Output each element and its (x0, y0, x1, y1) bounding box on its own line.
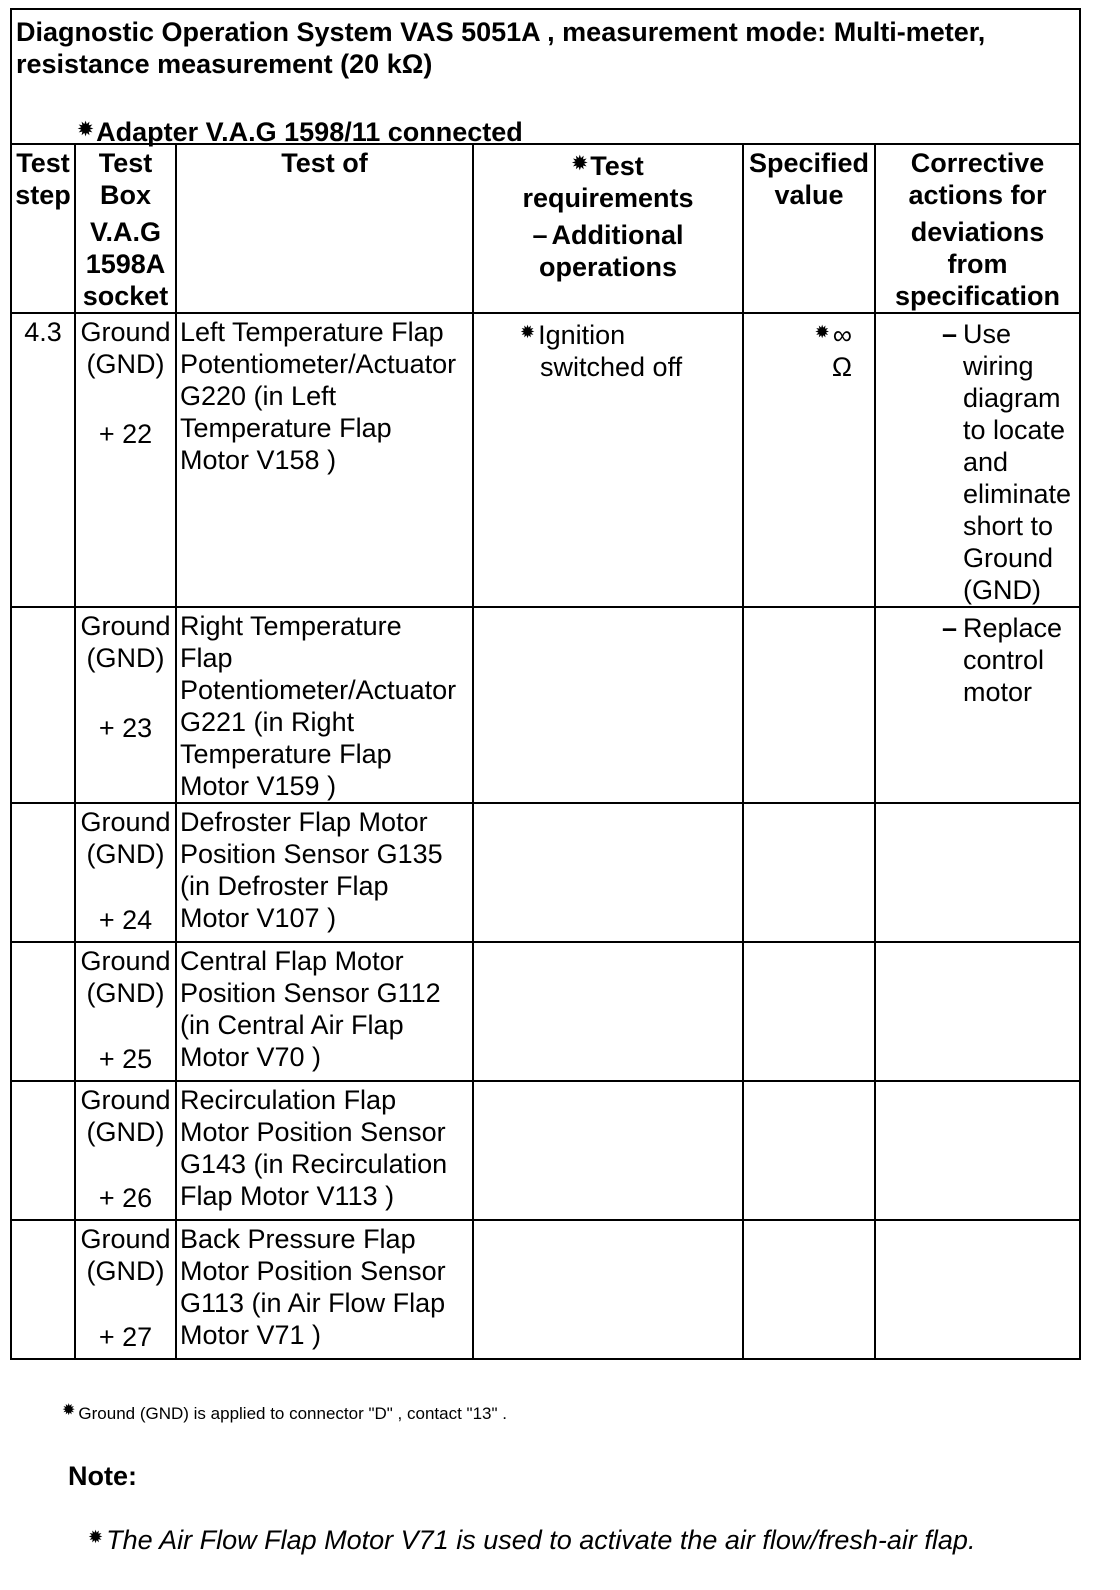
test-of-line: Back Pressure Flap (180, 1224, 416, 1254)
corrective-line: Replace (963, 613, 1063, 643)
test-of-line: Potentiometer/Actuator (180, 349, 457, 379)
corrective-line: eliminate (963, 479, 1072, 509)
step-cell (11, 1220, 75, 1359)
col-header-box-line: V.A.G (89, 217, 162, 247)
dash-icon: – (532, 220, 548, 250)
test-of-cell (176, 313, 473, 607)
test-of-line: (in Defroster Flap (180, 871, 389, 901)
gnd-label: (GND) (86, 643, 165, 673)
corrective-line: wiring (963, 351, 1034, 381)
corrective-cell (875, 942, 1080, 1081)
test-of-line: Temperature Flap (180, 413, 392, 443)
test-of-line: Motor V70 ) (180, 1042, 322, 1072)
requirements-cell (473, 1081, 743, 1220)
dash-icon: – (942, 319, 958, 349)
ground-label: Ground (80, 611, 171, 641)
header-row (11, 9, 1080, 144)
asterisk-bullet-icon: ✹ (520, 322, 536, 342)
step-cell: 4.3 (11, 313, 75, 607)
ground-label: Ground (80, 1085, 171, 1115)
corrective-line: diagram (963, 383, 1061, 413)
gnd-label: (GND) (86, 1256, 165, 1286)
ground-label: Ground (80, 317, 171, 347)
corrective-line: to locate (963, 415, 1066, 445)
test-of-line: (in Central Air Flap (180, 1010, 404, 1040)
asterisk-bullet-icon: ✹ (88, 1527, 104, 1547)
col-header-step-line: step (15, 180, 71, 210)
col-header-box-line: socket (82, 281, 169, 311)
test-of-line: Motor V159 ) (180, 771, 337, 801)
socket-cell (75, 313, 176, 607)
col-header-box-line: Test (98, 148, 153, 178)
col-header-spec-line: Specified (748, 148, 870, 178)
requirements-cell (473, 313, 743, 607)
gnd-label: (GND) (86, 978, 165, 1008)
socket-cell (75, 803, 176, 942)
corrective-cell (875, 803, 1080, 942)
gnd-label: (GND) (86, 839, 165, 869)
corrective-line: control (963, 645, 1045, 675)
corrective-cell (875, 607, 1080, 803)
test-of-line: Right Temperature (180, 611, 402, 641)
specified-cell (743, 1081, 875, 1220)
socket-cell (75, 1081, 176, 1220)
column-header-row (11, 144, 1080, 313)
specified-cell (743, 1220, 875, 1359)
test-of-line: G221 (in Right (180, 707, 355, 737)
page-title: Diagnostic Operation System VAS 5051A , measurement mode: Multi-meter, resistance measurement (20 kΩ) (16, 17, 986, 79)
note-body: The Air Flow Flap Motor V71 is used to activate the air flow/fresh-air flap. (106, 1525, 976, 1555)
corrective-line: Ground (963, 543, 1054, 573)
test-of-line: Temperature Flap (180, 739, 392, 769)
col-header-box (75, 144, 176, 313)
ohm-unit: Ω (831, 352, 852, 382)
ground-label: Ground (80, 807, 171, 837)
test-of-cell (176, 1081, 473, 1220)
socket-pin: + 27 (98, 1322, 153, 1352)
requirements-cell (473, 803, 743, 942)
col-header-corr-line: actions for (908, 180, 1047, 210)
col-header-test-of (176, 144, 473, 313)
asterisk-bullet-icon: ✹ (814, 322, 830, 342)
test-of-line: Recirculation Flap (180, 1085, 397, 1115)
col-header-corr-line: Corrective (910, 148, 1045, 178)
socket-pin: + 23 (98, 713, 153, 743)
col-header-req-text: Additional (551, 220, 684, 250)
test-of-line: Central Flap Motor (180, 946, 404, 976)
requirement-line: switched off (540, 352, 683, 382)
corrective-cell (875, 1220, 1080, 1359)
col-header-req-text: Test (590, 151, 644, 181)
step-cell (11, 942, 75, 1081)
test-of-line: Flap (180, 643, 233, 673)
test-of-cell (176, 1220, 473, 1359)
test-of-line: Motor V71 ) (180, 1320, 322, 1350)
col-header-requirements (473, 144, 743, 313)
ground-label: Ground (80, 946, 171, 976)
step-cell (11, 803, 75, 942)
col-header-specified (743, 144, 875, 313)
test-of-line: Flap Motor V113 ) (180, 1181, 395, 1211)
test-of-line: G143 (in Recirculation (180, 1149, 448, 1179)
col-header-step-line: Test (16, 148, 70, 178)
requirements-cell (473, 607, 743, 803)
footnote (62, 1400, 507, 1424)
specified-line (744, 316, 852, 351)
socket-pin: + 22 (98, 419, 153, 449)
dash-icon: – (942, 613, 958, 643)
test-of-cell (176, 803, 473, 942)
col-header-corr-line: from (947, 249, 1008, 279)
asterisk-bullet-icon: ✹ (62, 1402, 76, 1419)
col-header-spec-line: value (774, 180, 844, 210)
diagnostic-table (10, 8, 1081, 1360)
col-header-corrective (875, 144, 1080, 313)
adapter-line (78, 114, 523, 147)
corrective-cell (875, 1081, 1080, 1220)
socket-pin: + 25 (98, 1044, 153, 1074)
col-header-corr-line: deviations (910, 217, 1045, 247)
requirements-cell (473, 1220, 743, 1359)
test-of-line: Defroster Flap Motor (180, 807, 428, 837)
step-cell (11, 1081, 75, 1220)
table-row (11, 803, 1080, 942)
table-row (11, 1220, 1080, 1359)
socket-cell (75, 942, 176, 1081)
adapter-text: Adapter V.A.G 1598/11 connected (96, 117, 523, 147)
note-label: Note: (68, 1461, 137, 1491)
table-row (11, 607, 1080, 803)
corrective-line: short to (963, 511, 1054, 541)
test-of-line: Motor Position Sensor (180, 1256, 446, 1286)
col-header-req-line (474, 219, 742, 251)
corrective-line: motor (963, 677, 1033, 707)
note-text (88, 1525, 975, 1556)
specified-cell (743, 803, 875, 942)
corrective-cell (875, 313, 1080, 607)
test-of-line: Position Sensor G112 (180, 978, 441, 1008)
socket-cell (75, 1220, 176, 1359)
socket-cell (75, 607, 176, 803)
specified-cell (743, 607, 875, 803)
test-of-line: Left Temperature Flap (180, 317, 444, 347)
asterisk-bullet-icon: ✹ (572, 153, 588, 173)
gnd-label: (GND) (86, 349, 165, 379)
test-of-cell (176, 607, 473, 803)
col-header-req-line: operations (538, 252, 678, 282)
corrective-line: (GND) (963, 575, 1041, 605)
test-of-line: Motor V158 ) (180, 445, 337, 475)
corrective-line: and (963, 447, 1009, 477)
col-header-box-line: Box (99, 180, 151, 210)
header-cell (11, 9, 1080, 147)
col-header-box-line: 1598A (85, 249, 166, 279)
table-row (11, 1081, 1080, 1220)
specified-cell (743, 942, 875, 1081)
step-cell (11, 607, 75, 803)
socket-pin: + 24 (98, 905, 153, 935)
corrective-action (876, 318, 1079, 606)
test-of-line: G220 (in Left (180, 381, 337, 411)
test-of-line: Position Sensor G135 (180, 839, 443, 869)
gnd-label: (GND) (86, 1117, 165, 1147)
specified-cell (743, 313, 875, 607)
requirement-line (474, 316, 742, 351)
test-of-cell (176, 942, 473, 1081)
col-header-req-line (474, 147, 742, 182)
col-header-step (11, 144, 75, 313)
col-header-corr-line: specification (894, 281, 1061, 311)
test-of-line: G113 (in Air Flow Flap (180, 1288, 446, 1318)
test-of-line: Motor V107 ) (180, 903, 337, 933)
test-of-line: Motor Position Sensor (180, 1117, 446, 1147)
table-row (11, 942, 1080, 1081)
asterisk-bullet-icon: ✹ (78, 119, 94, 139)
ground-label: Ground (80, 1224, 171, 1254)
corrective-action (876, 612, 1079, 708)
col-header-req-line: requirements (522, 183, 694, 213)
infinity-value: ∞ (832, 320, 852, 350)
requirement-text: Ignition (538, 320, 626, 350)
col-header-test-of-text: Test of (281, 148, 368, 178)
socket-pin: + 26 (98, 1183, 153, 1213)
footnote-text: Ground (GND) is applied to connector "D" , contact "13" . (78, 1404, 507, 1423)
table-row (11, 313, 1080, 607)
test-of-line: Potentiometer/Actuator (180, 675, 457, 705)
corrective-line: Use (963, 319, 1012, 349)
requirements-cell (473, 942, 743, 1081)
